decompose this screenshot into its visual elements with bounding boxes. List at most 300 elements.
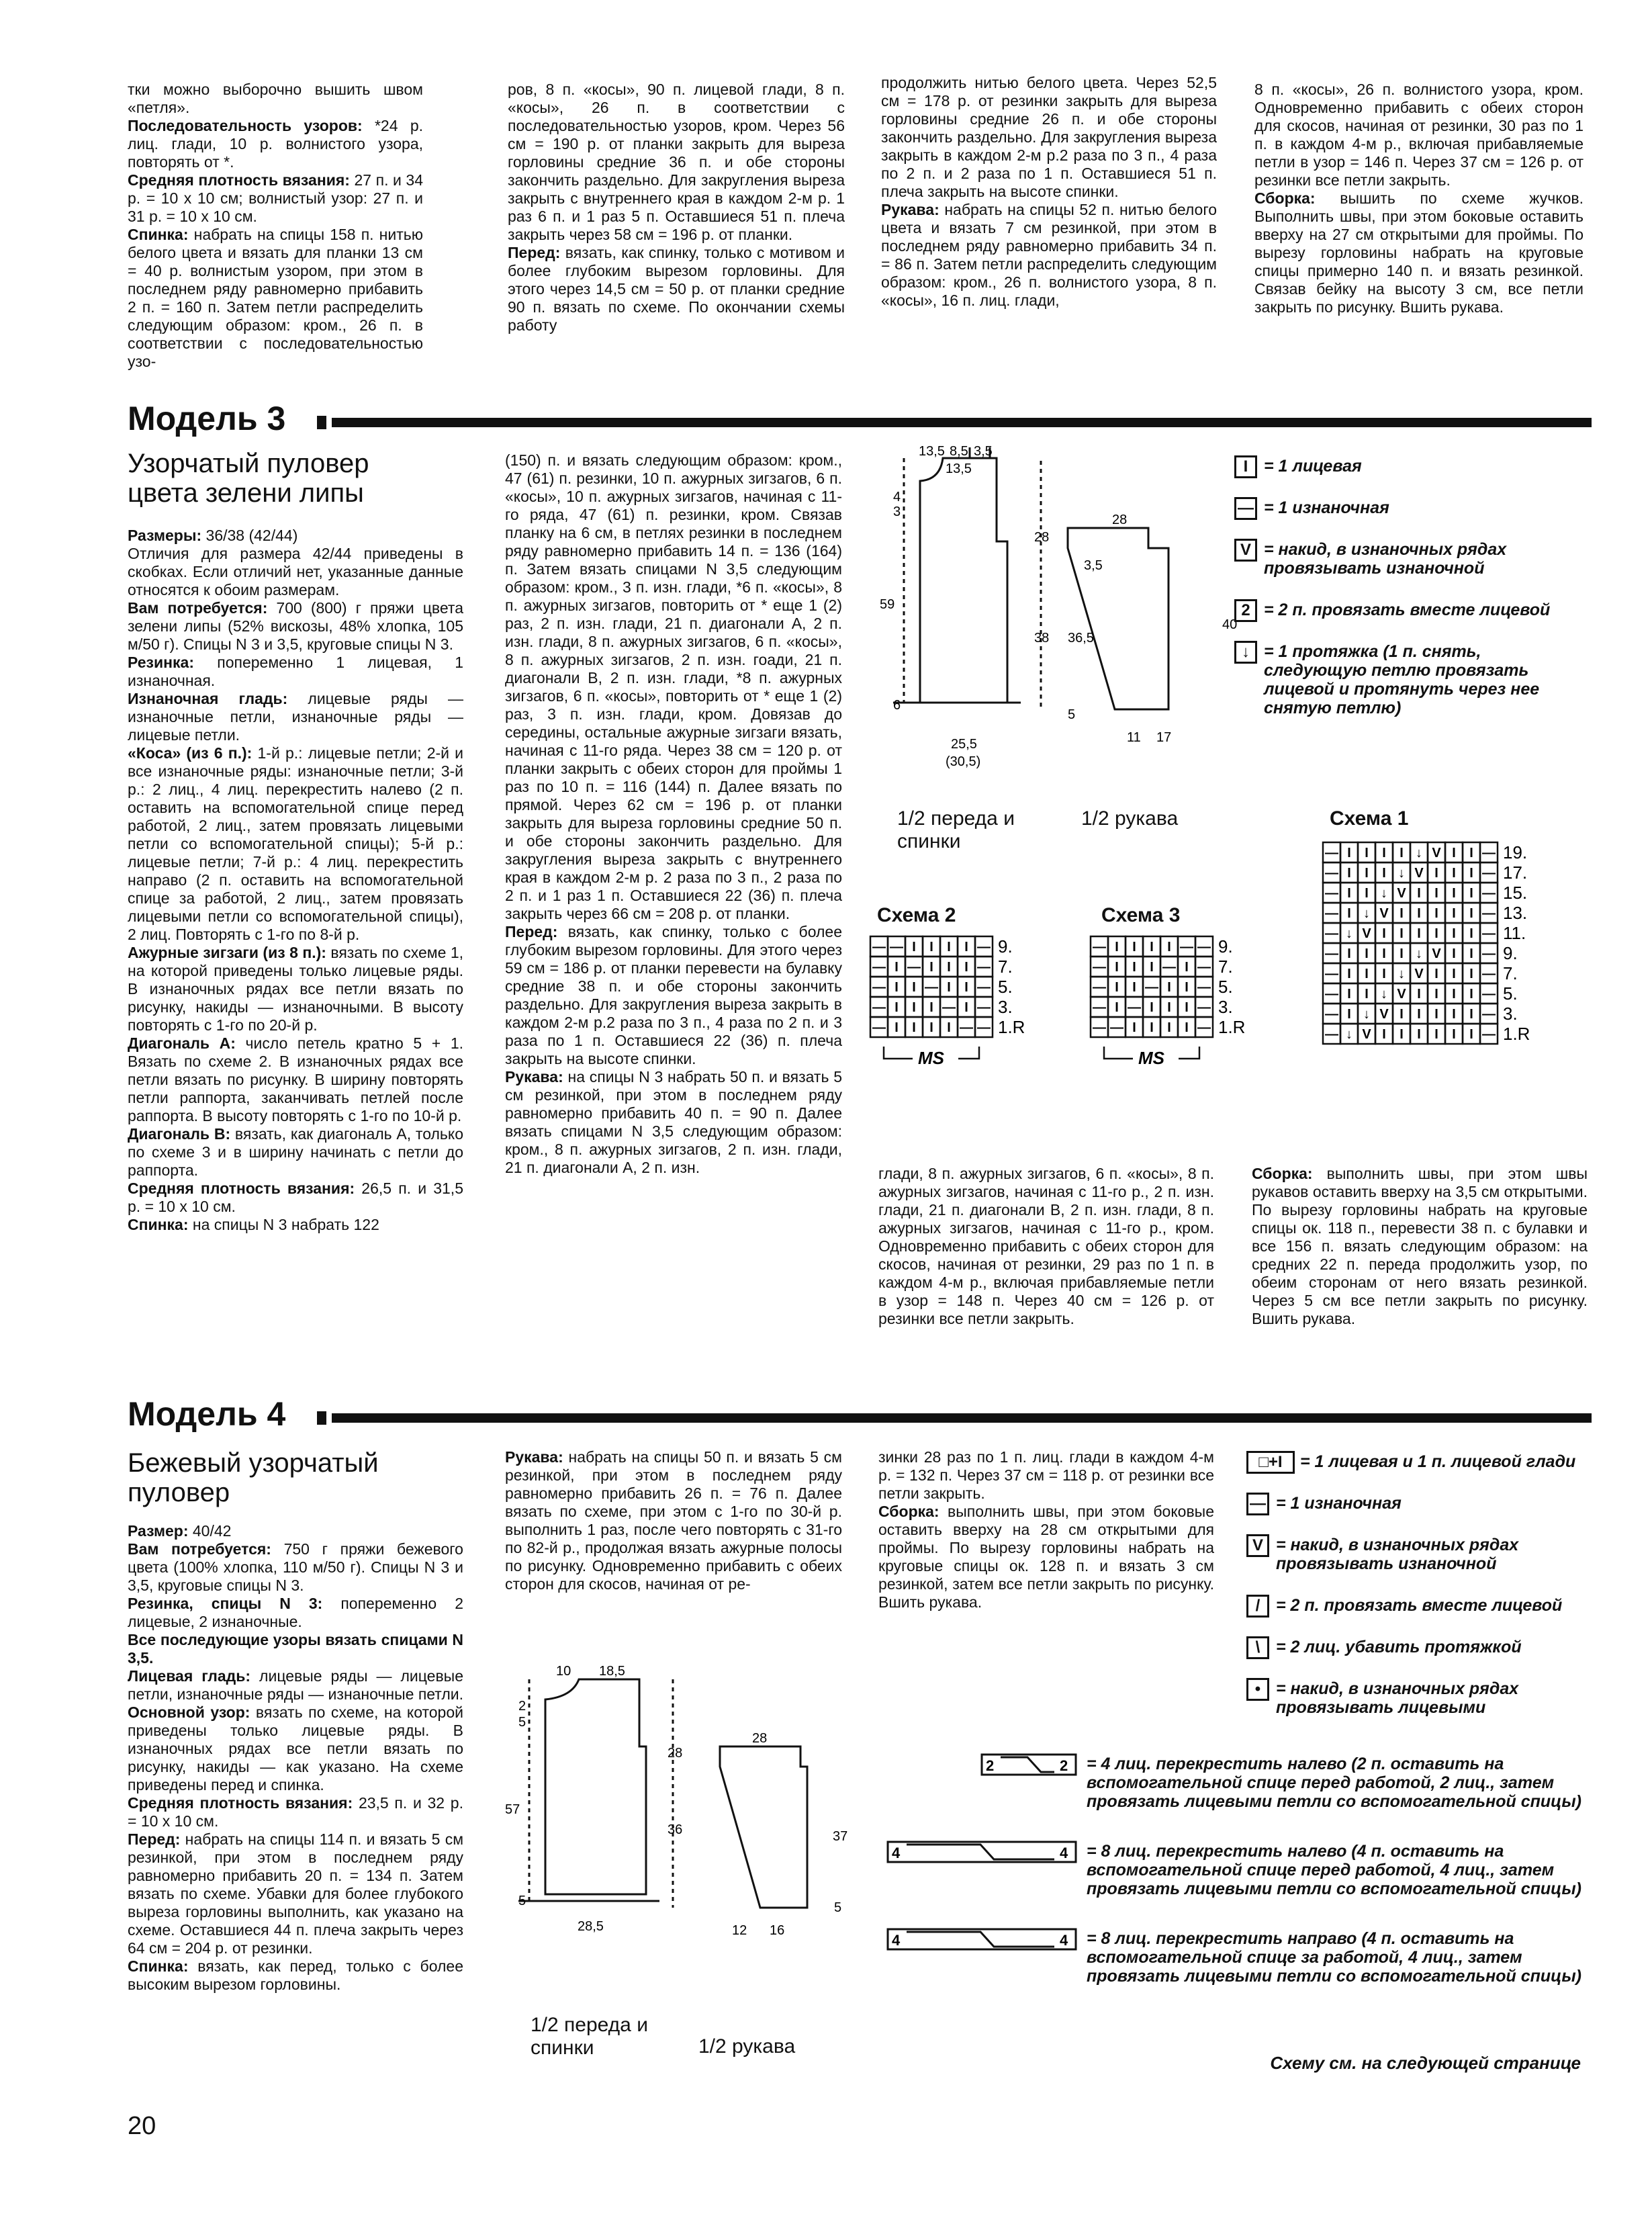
model4-heading: Модель 4 bbox=[128, 1395, 286, 1433]
paragraph: Спинка: вязать, как перед, только с более высоким вырезом горловины. bbox=[128, 1957, 463, 1993]
chart-cell-symbol: — bbox=[1093, 1020, 1106, 1035]
chart-cell-symbol: I bbox=[1452, 846, 1456, 860]
model4-column-3 bbox=[878, 1448, 1214, 1611]
chart-cell-symbol: — bbox=[907, 960, 921, 975]
chart-row-label: 3. bbox=[1218, 997, 1233, 1017]
paragraph: (150) п. и вязать следующим образом: кром., 47 (61) п. резинки, 10 п. ажурных зигзагов, 6 п. «косы», 10 п. ажурных зигзагов, начиная с 11-го ряда, 47 (61) п. резинки, кром. Связав планку на 6 см, в петлях резинки в последнем ряду равномерно прибавить 14 п. = 136 (164) п. Затем вязать спицами N 3,5 следующим образом: кром., 3 п. изн. глади, *6 п. «косы», 8 п. ажурных зигзагов, повторить от * еще 1 (2) раз, 2 п. изн. глади, 21 п. диагонали А, 2 п. изн. глади, 8 п. ажурных зигзагов, 6 п. «косы», 8 п. ажурных зигзагов, 2 п. изн. гоади, 21 п. диагонали В, 2 п. изн. глади, *8 п. ажурных зигзагов, 6 п. «косы», повторить от * еще 1 (2) раз, 3 п. изн. глади, кром. Довязав до середины, остальные ажурные зигзаги вязать, начиная с 11-го ряда. Через 38 см = 120 р. от планки закрыть с обеих сторон для проймы 1 раз по 10 п. = 116 (144) п. Далее вязать по прямой. Через 62 см = 196 р. от планки закрыть для выреза горловины средние 50 п. и обе стороны закончить раздельно. Для закругления выреза закрыть с внутреннего края в каждом 2-м р. 2 раза по 3 п., 2 раза по 2 п. и 1 раз 1 п. Оставшиеся 22 (36) п. плеча закрыть через 66 см = 208 р. от планки. bbox=[505, 451, 842, 922]
chart-row-label: 15. bbox=[1503, 883, 1528, 903]
chart-cell-symbol: I bbox=[929, 1000, 933, 1015]
m4-dim-label: 5 bbox=[518, 1715, 526, 1730]
m4-dim-label: 5 bbox=[518, 1894, 526, 1908]
legend-text: = 1 изнаночная bbox=[1264, 498, 1389, 517]
chart-cell-symbol: ↓ bbox=[1363, 1007, 1370, 1022]
chart-cell-symbol: — bbox=[1093, 980, 1106, 995]
legend-symbol: I bbox=[1234, 455, 1257, 478]
chart-cell-symbol: I bbox=[1452, 1027, 1456, 1042]
chart-cell-symbol: I bbox=[1365, 846, 1369, 860]
chart-cell-symbol: — bbox=[1325, 886, 1338, 901]
model3-column-4 bbox=[1252, 1165, 1588, 1328]
model3-column-1 bbox=[128, 527, 463, 1234]
chart-cell-symbol: I bbox=[1469, 886, 1473, 901]
chart-cell-symbol: — bbox=[872, 980, 886, 995]
paragraph: Резинка, спицы N 3: попеременно 2 лицевые, 2 изнаночные. bbox=[128, 1595, 463, 1630]
chart-cell-symbol: — bbox=[1482, 987, 1496, 1002]
top-column-2 bbox=[508, 81, 845, 335]
paragraph: Средняя плотность вязания: 27 п. и 34 р. = 10 х 10 см; волнистый узор: 27 п. и 31 р. = 10 х 10 см. bbox=[128, 171, 424, 225]
chart-cell-symbol: I bbox=[1434, 1007, 1438, 1022]
chart-cell-symbol: — bbox=[1482, 886, 1496, 901]
paragraph-lead: Сборка: bbox=[878, 1503, 939, 1520]
chart-cell-symbol: I bbox=[1399, 926, 1404, 941]
chart-cell-symbol: I bbox=[1167, 1020, 1171, 1035]
paragraph: Перед: вязать, как спинку, только с мотивом и более глубоким вырезом горловины. Для этого через 14,5 см = 50 р. от планки средние 90 п. вязать по схеме. По окончании схемы работу bbox=[508, 244, 845, 334]
paragraph-lead: Спинка: bbox=[128, 1216, 189, 1233]
legend-text: = накид, в изнаночных рядах провязывать лицевыми bbox=[1276, 1679, 1519, 1717]
paragraph-lead: Перед: bbox=[508, 244, 561, 261]
chart-cell-symbol: I bbox=[1167, 940, 1171, 955]
cable-symbol-label: 2 bbox=[1060, 1757, 1068, 1774]
model4-cable-legend bbox=[886, 1753, 1598, 2022]
paragraph: Средняя плотность вязания: 26,5 п. и 31,5 р. = 10 х 10 см. bbox=[128, 1180, 463, 1215]
paragraph-lead: Ажурные зигзаги (из 8 п.): bbox=[128, 944, 326, 961]
chart-cell-symbol: I bbox=[1399, 1007, 1404, 1022]
chart-cell-symbol: — bbox=[1325, 1007, 1338, 1022]
paragraph: Размеры: 36/38 (42/44) bbox=[128, 527, 298, 544]
m3-sleeve-label: 17 bbox=[1156, 730, 1172, 745]
chart-cell-symbol: — bbox=[1325, 906, 1338, 921]
chart-cell-symbol: I bbox=[1347, 846, 1351, 860]
chart-cell-symbol: — bbox=[977, 980, 991, 995]
paragraph: Спинка: набрать на спицы 158 п. нитью белого цвета и вязать для планки 13 см = 40 р. волнистым узором, при этом в последнем ряду равномерно прибавить 2 п. = 160 п. Затем петли распределить следующим образом: кром., 26 п. в соответствии с последовательностью узо- bbox=[128, 226, 423, 370]
paragraph: Размер: 40/42 bbox=[128, 1522, 232, 1540]
m3-dim-label: 59 bbox=[880, 597, 895, 612]
paragraph-lead: Средняя плотность вязания: bbox=[128, 1794, 353, 1812]
paragraph-lead: Резинка, спицы N 3: bbox=[128, 1595, 323, 1612]
chart-cell-symbol: V bbox=[1362, 926, 1371, 941]
m3-dim-label: 28 bbox=[1034, 530, 1050, 545]
model4-bar bbox=[332, 1413, 1592, 1423]
chart-cell-symbol: V bbox=[1397, 987, 1406, 1002]
cable-symbol bbox=[886, 1841, 1081, 1865]
chart-cell-symbol: — bbox=[872, 1020, 886, 1035]
chart-cell-symbol: I bbox=[1434, 967, 1438, 981]
legend-text: = 2 п. провязать вместе лицевой bbox=[1264, 601, 1551, 619]
chart-cell-symbol: I bbox=[1469, 946, 1473, 961]
chart-cell-symbol: I bbox=[1115, 980, 1119, 995]
m4-dim-label: 2 bbox=[518, 1699, 526, 1714]
chart-cell-symbol: I bbox=[1399, 906, 1404, 921]
paragraph-lead: Последовательность узоров: bbox=[128, 117, 363, 134]
chart-cell-symbol: ↓ bbox=[1416, 946, 1422, 961]
chart-cell-symbol: I bbox=[912, 980, 916, 995]
m4-dim-label: 18,5 bbox=[599, 1664, 625, 1679]
legend-text: = накид, в изнаночных рядах провязывать изнаночной bbox=[1264, 540, 1507, 578]
chart-cell-symbol: I bbox=[1452, 926, 1456, 941]
m4-sleeve-label: 12 bbox=[732, 1923, 747, 1938]
paragraph: Отличия для размера 42/44 приведены в скобках. Если отличий нет, указанные данные относятся к обоим размерам. bbox=[128, 545, 463, 599]
chart-row-label: 1.R bbox=[1503, 1024, 1530, 1044]
paragraph-lead: Все последующие узоры вязать спицами N 3,5. bbox=[128, 1631, 463, 1667]
paragraph-lead: «Коса» (из 6 п.): bbox=[128, 744, 253, 762]
paragraph: Рукава: набрать на спицы 50 п. и вязать 5 см резинкой, при этом в последнем ряду равномерно прибавить 26 п. = 76 п. Далее вязать по схеме, при этом с 1-го по 30-й р. выполнить 1 раз, после чего повторять с 31-го по 82-й р., продолжая вязать ажурные полосы по рисунку. Одновременно прибавить с обеих сторон для скосов, начиная от ре- bbox=[505, 1448, 842, 1593]
chart-cell-symbol: I bbox=[1132, 940, 1136, 955]
chart-cell-symbol: — bbox=[1180, 940, 1193, 955]
paragraph: глади, 8 п. ажурных зигзагов, 6 п. «косы», 8 п. ажурных зигзагов, начиная с 11-го р., 2 п. изн. глади, 21 п. диагонали В, 2 п. изн. глади, 8 п. ажурных зигзагов, начиная с 11-го р., кром. Одновременно прибавить с обеих сторон для скосов, начиная от резинки, 29 раз по 1 п. в каждом 4-м р., включая прибавляемые петли в узор = 148 п. Через 40 см = 126 р. от резинки все петли закрыть. bbox=[878, 1165, 1214, 1327]
chart-cell-symbol: I bbox=[894, 960, 899, 975]
legend-symbol: □+I bbox=[1246, 1451, 1295, 1474]
chart-cell-symbol: I bbox=[1452, 906, 1456, 921]
paragraph: Диагональ А: число петель кратно 5 + 1. Вязать по схеме 2. В изнаночных рядах все петли вязать по рисунку. В ширину повторять петли раппорта, заканчивать петлей после раппорта. В высоту повторять с 1-го по 10-й р. bbox=[128, 1034, 464, 1124]
paragraph-lead: Диагональ В: bbox=[128, 1125, 231, 1143]
chart-cell-symbol: I bbox=[894, 1000, 899, 1015]
chart-cell-symbol: I bbox=[1167, 980, 1171, 995]
chart-cell-symbol: V bbox=[1397, 886, 1406, 901]
paragraph-lead: Размер: bbox=[128, 1522, 189, 1540]
chart-cell-symbol: I bbox=[1382, 967, 1386, 981]
chart-cell-symbol: I bbox=[1417, 906, 1421, 921]
paragraph: Рукава: набрать на спицы 52 п. нитью белого цвета и вязать 7 см резинкой, при этом в последнем ряду равномерно прибавить 34 п. = 86 п. Затем петли распределить следующим образом: кром., 26 п. волнистого узора, 8 п. «косы», 16 п. лиц. глади, bbox=[881, 201, 1217, 309]
chart-cell-symbol: ↓ bbox=[1381, 987, 1387, 1002]
paragraph: Вам потребуется: 750 г пряжи бежевого цвета (100% хлопка, 110 м/50 г). Спицы N 3 и 3,5, круговые спицы N 3. bbox=[128, 1540, 463, 1594]
chart-cell-symbol: I bbox=[947, 1020, 951, 1035]
m3-sleeve-label: 3,5 bbox=[1084, 558, 1103, 573]
footnote: Схему см. на следующей странице bbox=[1270, 2053, 1581, 2073]
chart-cell-symbol: — bbox=[872, 960, 886, 975]
chart-cell-symbol: — bbox=[1325, 967, 1338, 981]
top-column-1 bbox=[128, 81, 423, 371]
scheme3-title: Схема 3 bbox=[1101, 904, 1181, 926]
paragraph-lead: Спинка: bbox=[128, 226, 189, 243]
chart-cell-symbol: I bbox=[1469, 866, 1473, 881]
paragraph: Перед: вязать, как спинку, только с более глубоким вырезом горловины. Для этого через 59 см = 186 р. от планки перевести на булавку средние 38 п. и обе стороны закончить раздельно. Для закругления выреза закрыть в каждом 2-м р.2 раза по 3 п., 4 раза по 2 п. и 3 раза по 1 п. Оставшиеся 22 (36) п. плеча закрыть на высоте спинки. bbox=[505, 923, 842, 1067]
chart-row-label: 5. bbox=[1503, 983, 1518, 1004]
legend-symbol: ↓ bbox=[1234, 641, 1257, 664]
scheme1-title: Схема 1 bbox=[1330, 807, 1409, 830]
paragraph-lead: Рукава: bbox=[881, 201, 939, 218]
paragraph-lead: Рукава: bbox=[505, 1068, 563, 1086]
chart-cell-symbol: — bbox=[1482, 846, 1496, 860]
chart-cell-symbol: I bbox=[1469, 906, 1473, 921]
chart-cell-symbol: I bbox=[1434, 1027, 1438, 1042]
top-column-3 bbox=[881, 74, 1217, 310]
paragraph-lead: Диагональ А: bbox=[128, 1034, 236, 1052]
chart-cell-symbol: I bbox=[1434, 926, 1438, 941]
legend-symbol: \ bbox=[1246, 1636, 1269, 1659]
m4-dim-label: 10 bbox=[556, 1664, 571, 1679]
paragraph-lead: Спинка: bbox=[128, 1957, 189, 1975]
chart-cell-symbol: I bbox=[912, 1020, 916, 1035]
paragraph-lead: Перед: bbox=[505, 923, 558, 940]
chart-cell-symbol: — bbox=[977, 1020, 991, 1035]
model3-heading: Модель 3 bbox=[128, 400, 286, 437]
chart-cell-symbol: I bbox=[929, 960, 933, 975]
model3-schematic bbox=[866, 441, 1269, 797]
chart-cell-symbol: I bbox=[1452, 946, 1456, 961]
paragraph: продолжить нитью белого цвета. Через 52,5 см = 178 р. от резинки закрыть для выреза горловины средние 26 п. и обе стороны закончить раздельно. Для закругления выреза закрыть в каждом 2-м р.2 раза по 3 п., 4 раза по 2 п. и 2 раза по 1 п. Оставшиеся 51 п. плеча закрыть на высоте спинки. bbox=[881, 74, 1217, 200]
chart-cell-symbol: I bbox=[1417, 886, 1421, 901]
chart-cell-symbol: ↓ bbox=[1398, 967, 1405, 981]
paragraph: Средняя плотность вязания: 23,5 п. и 32 р. = 10 х 10 см. bbox=[128, 1794, 463, 1830]
chart-row-label: 7. bbox=[1503, 963, 1518, 983]
chart-cell-symbol: I bbox=[1452, 1007, 1456, 1022]
cable-symbol-label: 4 bbox=[892, 1845, 901, 1861]
chart-cell-symbol: — bbox=[1197, 960, 1211, 975]
chart-cell-symbol: ↓ bbox=[1398, 866, 1405, 881]
m4-dim-label: 36 bbox=[668, 1822, 683, 1837]
model3-column-2 bbox=[505, 451, 842, 1177]
chart-cell-symbol: I bbox=[1452, 987, 1456, 1002]
chart-cell-symbol: I bbox=[1434, 987, 1438, 1002]
m3-sleeve-label: 28 bbox=[1112, 513, 1128, 527]
ms-label: MS bbox=[1138, 1048, 1164, 1068]
chart-cell-symbol: I bbox=[964, 940, 968, 955]
chart-cell-symbol: I bbox=[1347, 886, 1351, 901]
chart-row-label: 19. bbox=[1503, 842, 1528, 862]
paragraph-lead: Изнаночная гладь: bbox=[128, 690, 288, 707]
chart-cell-symbol: — bbox=[1093, 960, 1106, 975]
chart-row-label: 5. bbox=[998, 977, 1013, 997]
paragraph: Сборка: вышить по схеме жучков. Выполнить швы, при этом боковые оставить вверху на 27 см открытыми для проймы. По вырезу горловины набрать на круговые спицы примерно 140 п. и вязать резинкой. Связав бейку на высоту 3 см, все петли закрыть по рисунку. Вшить рукава. bbox=[1254, 189, 1584, 316]
chart-cell-symbol: ↓ bbox=[1416, 846, 1422, 860]
chart-cell-symbol: — bbox=[1110, 1020, 1123, 1035]
chart-cell-symbol: I bbox=[1399, 1027, 1404, 1042]
chart-cell-symbol: I bbox=[1382, 1027, 1386, 1042]
chart-row-label: 7. bbox=[998, 957, 1013, 977]
cable-symbol-label: 4 bbox=[1060, 1932, 1068, 1949]
chart-row-label: 9. bbox=[998, 936, 1013, 957]
cable-symbol bbox=[980, 1753, 1081, 1777]
paragraph-lead: Средняя плотность вязания: bbox=[128, 171, 350, 189]
m3-sleeve-label: 36,5 bbox=[1068, 631, 1094, 646]
cable-legend-text: = 8 лиц. перекрестить налево (4 п. оставить на вспомогательной спице перед работой, 4 лиц., затем провязать лицевыми петли со вспомогательной спицы) bbox=[1087, 1842, 1581, 1898]
chart-cell-symbol: — bbox=[1093, 1000, 1106, 1015]
model3-column-3 bbox=[878, 1165, 1214, 1328]
chart-cell-symbol: I bbox=[912, 940, 916, 955]
chart-cell-symbol: I bbox=[1132, 960, 1136, 975]
legend-symbol: 2 bbox=[1234, 599, 1257, 622]
m3-dim-label: 25,5 bbox=[951, 737, 977, 752]
paragraph: Последовательность узоров: *24 р. лиц. глади, 10 р. волнистого узора, повторять от *. bbox=[128, 117, 423, 171]
chart-cell-symbol: V bbox=[1432, 946, 1441, 961]
chart-cell-symbol: ↓ bbox=[1346, 1027, 1352, 1042]
chart-cell-symbol: I bbox=[1347, 967, 1351, 981]
chart-cell-symbol: I bbox=[1150, 960, 1154, 975]
paragraph: Рукава: на спицы N 3 набрать 50 п. и вязать 5 см резинкой, при этом в последнем ряду равномерно прибавить 40 п. = 90 п. Далее вязать спицами N 3,5 следующим образом: кром., 8 п. ажурных зигзагов, 2 п. изн. глади, 21 п. диагонали А, 2 п. изн. bbox=[505, 1068, 842, 1176]
chart-cell-symbol: — bbox=[1482, 866, 1496, 881]
chart-cell-symbol: — bbox=[1482, 906, 1496, 921]
chart-cell-symbol: — bbox=[890, 940, 903, 955]
chart-cell-symbol: I bbox=[1365, 967, 1369, 981]
m3-sleeve-label: 11 bbox=[1127, 730, 1141, 745]
chart-cell-symbol: I bbox=[947, 960, 951, 975]
chart-cell-symbol: I bbox=[1365, 886, 1369, 901]
chart-cell-symbol: — bbox=[1128, 1000, 1141, 1015]
chart-cell-symbol: I bbox=[1167, 1000, 1171, 1015]
m4-dim-label: 28,5 bbox=[578, 1919, 604, 1934]
chart-cell-symbol: I bbox=[1434, 866, 1438, 881]
paragraph: тки можно выборочно вышить швом «петля». bbox=[128, 81, 423, 116]
chart-cell-symbol: I bbox=[1132, 980, 1136, 995]
chart-cell-symbol: I bbox=[1469, 1027, 1473, 1042]
chart-cell-symbol: I bbox=[1469, 967, 1473, 981]
top-column-4 bbox=[1254, 81, 1584, 316]
cable-symbol-label: 2 bbox=[986, 1757, 995, 1774]
chart-cell-symbol: ↓ bbox=[1363, 906, 1370, 921]
chart-cell-symbol: ↓ bbox=[1381, 886, 1387, 901]
scheme2-title: Схема 2 bbox=[877, 904, 956, 926]
chart-cell-symbol: I bbox=[1150, 1000, 1154, 1015]
chart-cell-symbol: — bbox=[960, 1020, 973, 1035]
legend-text: = 2 п. провязать вместе лицевой bbox=[1276, 1596, 1563, 1615]
chart-cell-symbol: I bbox=[1417, 1027, 1421, 1042]
chart-cell-symbol: — bbox=[1093, 940, 1106, 955]
chart-cell-symbol: I bbox=[1347, 946, 1351, 961]
chart-cell-symbol: I bbox=[947, 940, 951, 955]
chart-cell-symbol: — bbox=[1197, 1020, 1211, 1035]
legend-symbol: V bbox=[1234, 539, 1257, 562]
legend-text: = 1 изнаночная bbox=[1276, 1494, 1402, 1513]
chart-row-label: 17. bbox=[1503, 862, 1528, 883]
paragraph: Основной узор: вязать по схеме, на которой приведены только лицевые ряды. В изнаночных рядах все петли вязать по рисунку, накиды — как указано. На схеме приведены перед и спинка. bbox=[128, 1703, 463, 1794]
chart-cell-symbol: I bbox=[1185, 960, 1189, 975]
cable-symbol bbox=[886, 1928, 1081, 1952]
chart-cell-symbol: — bbox=[872, 1000, 886, 1015]
scheme1-chart bbox=[1320, 840, 1589, 1081]
model4-schematic bbox=[492, 1652, 881, 1988]
chart-row-label: 13. bbox=[1503, 903, 1528, 923]
paragraph: «Коса» (из 6 п.): 1-й р.: лицевые петли; 2-й и все изнаночные ряды: изнаночные петли; 3-й р.: 2 лиц., 4 лиц. перекрестить налево (2 п. оставить на вспомогательной спице перед работой, 2 лиц., затем провязать лицевыми петли со вспомогательной спицы); 5-й р.: лицевые петли; 7-й р.: 4 лиц. перекрестить направо (2 п. оставить на вспомогательной спице за работой, 2 лиц., затем провязать лицевыми петли со вспомогательной спицы), 2 лиц. Повторять с 1-го по 8-й р. bbox=[128, 744, 464, 943]
chart-cell-symbol: I bbox=[1347, 1007, 1351, 1022]
chart-cell-symbol: I bbox=[1434, 906, 1438, 921]
chart-cell-symbol: I bbox=[1434, 886, 1438, 901]
chart-cell-symbol: I bbox=[1365, 866, 1369, 881]
cable-legend-text: = 4 лиц. перекрестить налево (2 п. оставить на вспомогательной спице перед работой, 2 лиц., затем провязать лицевыми петли со вспомогательной спицы) bbox=[1087, 1755, 1581, 1811]
chart-cell-symbol: I bbox=[1382, 926, 1386, 941]
paragraph: Лицевая гладь: лицевые ряды — лицевые петли, изнаночные ряды — изнаночные петли. bbox=[128, 1667, 463, 1703]
model3-bar bbox=[332, 418, 1592, 427]
chart-cell-symbol: V bbox=[1379, 906, 1389, 921]
chart-row-label: 7. bbox=[1218, 957, 1233, 977]
m3-dim-label: 13,5 bbox=[919, 444, 945, 459]
chart-cell-symbol: I bbox=[1185, 980, 1189, 995]
m3-dim-label: 3 bbox=[893, 504, 901, 519]
m3-dim-label: 6 bbox=[893, 698, 901, 713]
chart-cell-symbol: I bbox=[1469, 1007, 1473, 1022]
chart-cell-symbol: — bbox=[1325, 846, 1338, 860]
chart-cell-symbol: I bbox=[1417, 1007, 1421, 1022]
m3-dim-label: 8,5 bbox=[950, 444, 968, 459]
paragraph-lead: Рукава: bbox=[505, 1448, 563, 1466]
chart-cell-symbol: V bbox=[1362, 1027, 1371, 1042]
m4-sleeve-label: 5 bbox=[834, 1900, 842, 1915]
chart-cell-symbol: V bbox=[1432, 846, 1441, 860]
paragraph: Диагональ В: вязать, как диагональ А, только по схеме 3 и в ширину начинать с петли до раппорта. bbox=[128, 1125, 464, 1179]
m4-dim-label: 57 bbox=[505, 1802, 520, 1817]
chart-cell-symbol: I bbox=[947, 980, 951, 995]
scheme2-chart bbox=[868, 934, 1062, 1095]
chart-cell-symbol: — bbox=[1197, 1000, 1211, 1015]
model4-subtitle-2: пуловер bbox=[128, 1478, 230, 1507]
cable-legend-text: = 8 лиц. перекрестить направо (4 п. оставить на вспомогательной спице за работой, 4 лиц., затем провязать лицевыми петли со вспомогательной спицы) bbox=[1087, 1929, 1581, 1986]
chart-cell-symbol: — bbox=[1482, 1007, 1496, 1022]
m4-sleeve-label: 16 bbox=[770, 1923, 785, 1938]
chart-cell-symbol: I bbox=[1150, 1020, 1154, 1035]
chart-cell-symbol: I bbox=[1452, 967, 1456, 981]
paragraph-lead: Перед: bbox=[128, 1830, 181, 1848]
chart-cell-symbol: — bbox=[1162, 960, 1176, 975]
model4-subtitle-1: Бежевый узорчатый bbox=[128, 1448, 379, 1478]
chart-cell-symbol: I bbox=[1382, 846, 1386, 860]
paragraph-lead: Сборка: bbox=[1252, 1165, 1313, 1182]
legend-text: = 2 лиц. убавить протяжкой bbox=[1276, 1638, 1522, 1656]
chart-cell-symbol: — bbox=[1325, 926, 1338, 941]
model3-subtitle-2: цвета зелени липы bbox=[128, 478, 364, 508]
chart-cell-symbol: I bbox=[894, 1020, 899, 1035]
legend-text: = 1 лицевая bbox=[1264, 457, 1362, 476]
chart-cell-symbol: I bbox=[1365, 946, 1369, 961]
chart-cell-symbol: — bbox=[1197, 980, 1211, 995]
chart-cell-symbol: I bbox=[1347, 866, 1351, 881]
chart-cell-symbol: I bbox=[912, 1000, 916, 1015]
chart-row-label: 11. bbox=[1503, 923, 1526, 943]
legend-text: = накид, в изнаночных рядах провязывать изнаночной bbox=[1276, 1536, 1519, 1573]
paragraph: Сборка: выполнить швы, при этом швы рукавов оставить вверху на 3,5 см открытыми. По вырезу горловины набрать на круговые спицы ок. 118 п., перевести 38 п. с булавки и все 156 п. вязать следующим образом: на средних 22 п. переда продолжить узор, по обеим сторонам от него вязать резинкой. Через 5 см все петли закрыть по рисунку. Вшить рукава. bbox=[1252, 1165, 1588, 1327]
chart-cell-symbol: — bbox=[1482, 946, 1496, 961]
chart-cell-symbol: — bbox=[1145, 980, 1158, 995]
chart-cell-symbol: — bbox=[1325, 1027, 1338, 1042]
chart-cell-symbol: I bbox=[1417, 926, 1421, 941]
page-number: 20 bbox=[128, 2112, 156, 2140]
m4-sleeve-label: 28 bbox=[752, 1731, 768, 1746]
paragraph-lead: Сборка: bbox=[1254, 189, 1316, 207]
paragraph: зинки 28 раз по 1 п. лиц. глади в каждом 4-м р. = 132 п. Через 37 см = 118 р. от резинки все петли закрыть. bbox=[878, 1448, 1214, 1502]
model3-subtitle-1: Узорчатый пуловер bbox=[128, 449, 369, 478]
chart-row-label: 9. bbox=[1503, 943, 1518, 963]
chart-row-label: 3. bbox=[998, 997, 1013, 1017]
model3-caption-sleeve: 1/2 рукава bbox=[1081, 807, 1179, 830]
chart-cell-symbol: V bbox=[1379, 1007, 1389, 1022]
chart-cell-symbol: V bbox=[1414, 967, 1424, 981]
m3-dim-label: 38 bbox=[1034, 631, 1050, 646]
cable-symbol-label: 4 bbox=[1060, 1845, 1068, 1861]
model4-legend bbox=[1246, 1451, 1596, 1760]
m3-dim-label: (30,5) bbox=[946, 754, 981, 769]
scheme3-chart bbox=[1088, 934, 1283, 1095]
chart-cell-symbol: — bbox=[872, 940, 886, 955]
chart-cell-symbol: I bbox=[1115, 1000, 1119, 1015]
chart-cell-symbol: I bbox=[964, 960, 968, 975]
chart-cell-symbol: — bbox=[1325, 866, 1338, 881]
chart-cell-symbol: I bbox=[1185, 1000, 1189, 1015]
paragraph-lead: Размеры: bbox=[128, 527, 202, 544]
legend-symbol: / bbox=[1246, 1595, 1269, 1618]
chart-cell-symbol: — bbox=[1482, 1027, 1496, 1042]
chart-cell-symbol: — bbox=[977, 940, 991, 955]
chart-row-label: 9. bbox=[1218, 936, 1233, 957]
chart-row-label: 1.R bbox=[1218, 1017, 1246, 1037]
chart-cell-symbol: — bbox=[1325, 946, 1338, 961]
paragraph: ров, 8 п. «косы», 90 п. лицевой глади, 8 п. «косы», 26 п. в соответствии с последовательностью узоров, кром. Через 56 см = 190 р. от планки закрыть для выреза горловины средние 36 п. и обе стороны закончить раздельно. Для закругления выреза закрыть с внутреннего края в каждом 2-м р. 1 раз 6 п. и 1 раз 5 п. Оставшиеся 51 п. плеча закрыть через 58 см = 196 р. от планки. bbox=[508, 81, 845, 243]
model4-caption-body: 1/2 переда и спинки bbox=[531, 2014, 648, 2059]
model4-caption-sleeve: 1/2 рукава bbox=[698, 2035, 796, 2057]
chart-cell-symbol: I bbox=[1347, 906, 1351, 921]
paragraph-lead: Основной узор: bbox=[128, 1703, 250, 1721]
paragraph-lead: Вам потребуется: bbox=[128, 1540, 271, 1558]
chart-cell-symbol: I bbox=[1132, 1020, 1136, 1035]
legend-text: = 1 лицевая и 1 п. лицевой глади bbox=[1300, 1452, 1576, 1471]
m4-dim-label: 28 bbox=[668, 1746, 683, 1761]
chart-cell-symbol: I bbox=[1399, 946, 1404, 961]
